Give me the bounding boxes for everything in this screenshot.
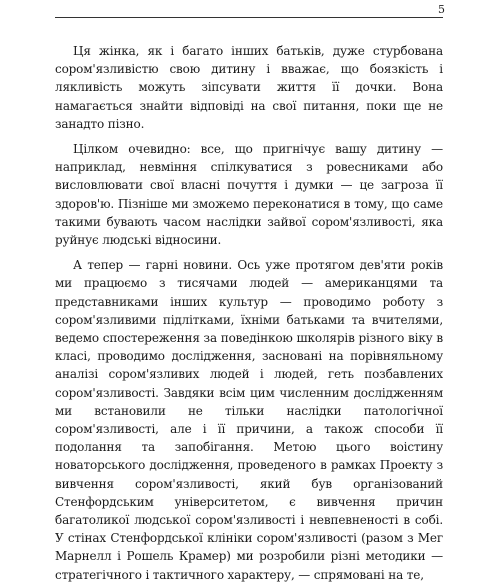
body-text [55,42,443,584]
paragraph-3: А тепер — гарні новини. Ось уже протягом дев'яти років ми працюємо з тисячами людей — американцями та представниками інших культур — проводимо роботу з сором'язливими підлітками, їхніми батьками та вчителями, ведемо спостереження за поведінкою школярів різного віку в класі, проводимо дослідження, засновані на порівняльному аналізі сором'язливих людей і людей, геть позбавлених сором'язливості. Завдяки всім цим численним дослідженням ми встановили не тільки наслідки патологічної сором'язливості, але і її причини, а також способи її подолання та запобігання. Метою цього воістину новаторського дослідження, проведеного в рамках Проекту з вивчення сором'язливості, який був організований Стенфордським університетом, є вивчення причин багатоликої людської сором'язливості і невпевненості в собі. У стінах Стенфордської клініки сором'язливості (разом з Мег Марнелл і Рошель Крамер) ми розробили різні методики — стратегічного і тактичного характеру, — спрямовані на те, [55,258,443,582]
paragraph-2: Цілком очевидно: все, що пригнічує вашу дитину — наприклад, невміння спілкуватися з ровесниками або висловлювати свої власні почуття і думки — це загроза її здоров'ю. Пізніше ми зможемо переконатися в тому, що саме такими бувають часом наслідки зайвої сором'язливості, яка руйнує людські відносини. [55,142,443,248]
paragraph-1: Ця жінка, як і багато інших батьків, дуже стурбована сором'язливістю свою дитину і вважає, що боязкість і лякливість можуть зіпсувати життя її дочки. Вона намагається знайти відповіді на свої питання, поки ще не занадто пізно. [55,44,443,131]
header-rule [55,17,443,18]
page-number: 5 [438,3,445,16]
